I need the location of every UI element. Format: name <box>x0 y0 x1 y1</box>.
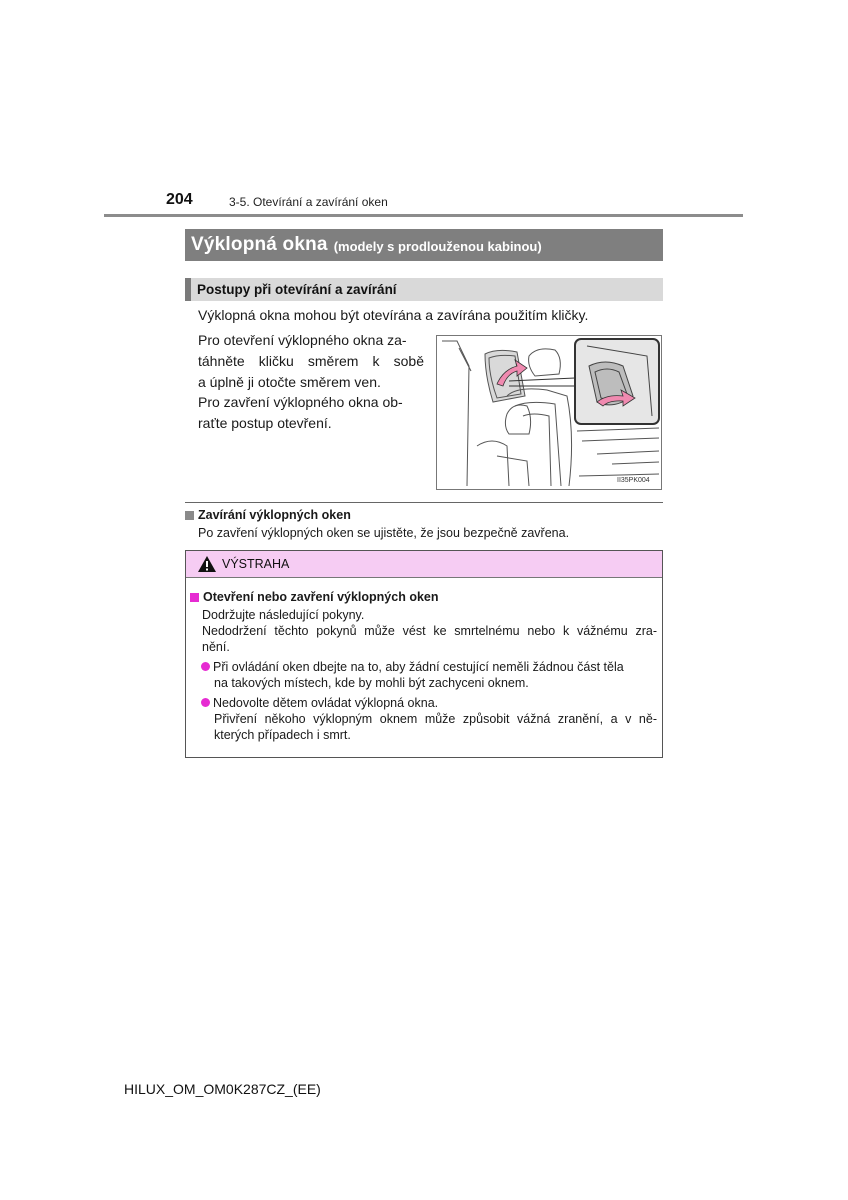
page-subtitle: (modely s prodlouženou kabinou) <box>333 239 542 254</box>
open-instructions <box>198 330 424 393</box>
warning-line-1: Dodržujte následující pokyny. <box>202 608 365 622</box>
warning-label: VÝSTRAHA <box>222 557 290 571</box>
pink-bullet-icon <box>201 662 210 671</box>
illustration-code: II35PK004 <box>617 477 650 484</box>
subsection-heading: Postupy při otevírání a zavírání <box>185 278 663 301</box>
closing-paragraph: Po zavření výklopných oken se ujistěte, že jsou bezpečně zavřena. <box>198 526 570 540</box>
bullet-2-line-2: Přivření někoho výklopným oknem může způsobit vážná zranění, a v ně- <box>214 712 657 726</box>
warning-bullet-1 <box>201 659 624 675</box>
open-line-1: Pro otevření výklopného okna za- <box>198 332 407 348</box>
close-line-1: Pro zavření výklopného okna ob- <box>198 394 403 410</box>
warning-bullet-2 <box>201 695 438 711</box>
warning-triangle-icon <box>198 556 216 572</box>
bullet-2-line-1: Nedovolte dětem ovládat výklopná okna. <box>213 696 439 710</box>
page-number: 204 <box>166 191 193 208</box>
open-line-3: a úplně ji otočte směrem ven. <box>198 374 381 390</box>
header-divider <box>104 214 743 217</box>
warning-line-3: nění. <box>202 640 230 654</box>
bullet-1-line-1: Při ovládání oken dbejte na to, aby žádní cestující neměli žádnou část těla <box>213 660 624 674</box>
warning-header <box>186 551 662 578</box>
section-breadcrumb: 3-5. Otevírání a zavírání oken <box>229 195 388 209</box>
closing-heading-text: Zavírání výklopných oken <box>198 508 351 522</box>
warning-heading <box>190 590 439 604</box>
bullet-1-line-2: na takových místech, kde by mohli být zachyceni oknem. <box>214 676 529 690</box>
close-line-2: raťte postup otevření. <box>198 415 332 431</box>
page-title: Výklopná okna <box>191 234 328 255</box>
section-divider <box>185 502 663 503</box>
warning-heading-text: Otevření nebo zavření výklopných oken <box>203 590 439 604</box>
bullet-2-line-3: kterých případech i smrt. <box>214 728 351 742</box>
open-line-2: táhněte kličku směrem k sobě <box>198 353 424 369</box>
gray-square-icon <box>185 511 194 520</box>
page-title-bar <box>185 229 663 261</box>
rear-window-illustration <box>436 335 662 490</box>
document-code: HILUX_OM_OM0K287CZ_(EE) <box>124 1081 321 1097</box>
pink-bullet-icon <box>201 698 210 707</box>
close-instructions <box>198 392 424 434</box>
pink-square-icon <box>190 593 199 602</box>
cabin-drawing <box>437 336 661 489</box>
warning-line-2: Nedodržení těchto pokynů může vést ke smrtelnému nebo k vážnému zra- <box>202 624 657 638</box>
intro-paragraph: Výklopná okna mohou být otevírána a zavírána použitím kličky. <box>198 307 589 323</box>
closing-heading <box>185 508 351 522</box>
